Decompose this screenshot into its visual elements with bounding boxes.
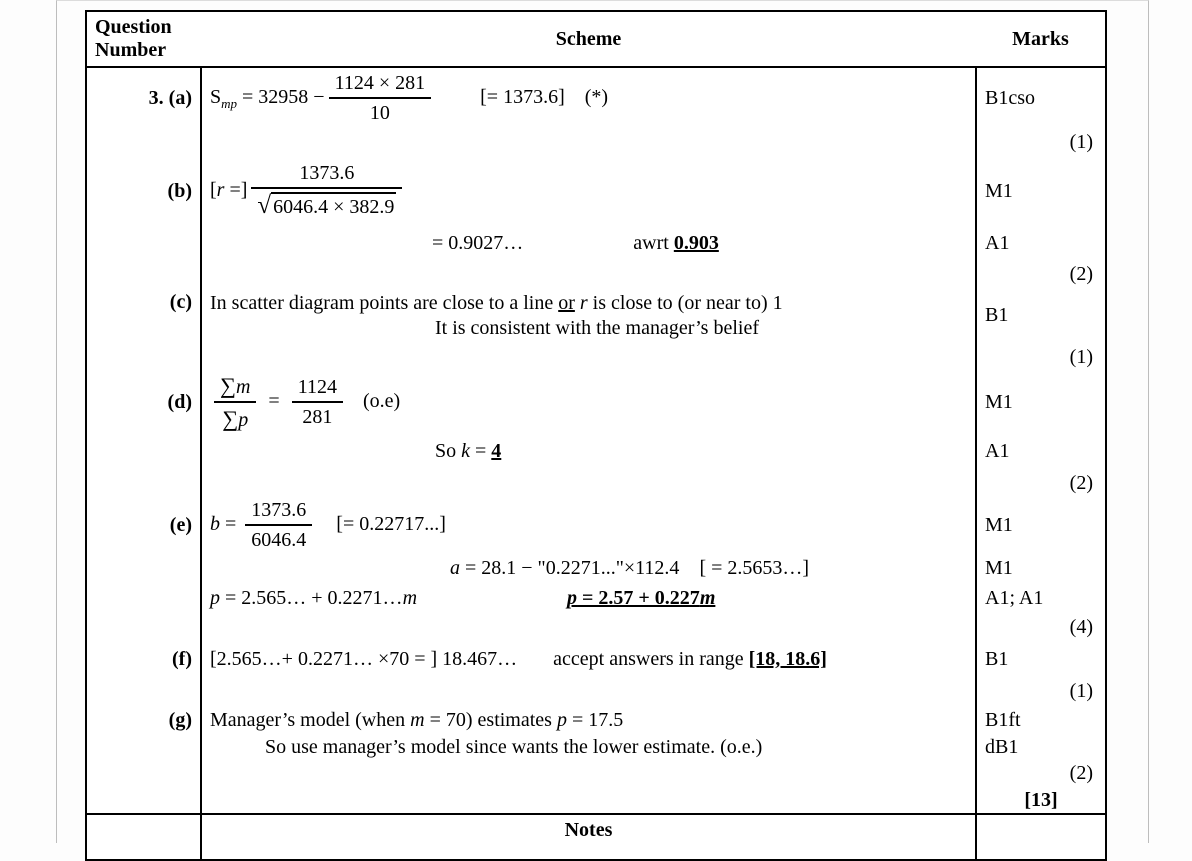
variable-m: m (235, 375, 251, 398)
equals: = (268, 389, 280, 412)
calculation: [2.565…+ 0.2271… ×70 = ] 18.467… (210, 647, 518, 670)
row-d (86, 371, 1106, 433)
mark-scheme-table (85, 10, 1107, 861)
mark-value: B1ft (976, 705, 1106, 735)
answer-regression (567, 587, 715, 609)
total-marks: [13] (976, 787, 1106, 814)
equals: = (220, 512, 242, 535)
fraction-numerator: 1373.6 (251, 498, 307, 521)
scheme-cell-e (201, 497, 976, 553)
subtotal-row-a (86, 128, 1106, 156)
empty-cell (86, 759, 201, 787)
formula-sum-ratio (210, 372, 967, 433)
row-b (86, 156, 1106, 226)
variable-a: a (450, 556, 460, 579)
question-label-e: (e) (86, 497, 201, 553)
subtotal-row-f (86, 677, 1106, 705)
fraction (245, 498, 312, 553)
question-label-d: (d) (86, 371, 201, 433)
mark-value: B1cso (976, 67, 1106, 128)
variable-r: r (579, 292, 588, 315)
s-subscript: mp (221, 95, 238, 111)
empty-cell (86, 469, 201, 497)
text-segment: = (470, 439, 492, 462)
accept-phrase (553, 648, 827, 670)
empty-cell (86, 433, 201, 469)
total-row (86, 787, 1106, 814)
row-e (86, 497, 1106, 553)
formula-smp (210, 71, 967, 126)
scheme-line-e2 (210, 556, 967, 580)
scheme-line-c1 (210, 291, 967, 315)
bracket-value: [= 1373.6] (480, 85, 565, 108)
question-label-b: (b) (86, 156, 201, 226)
eq-segment: = 32958 − (237, 85, 325, 108)
formula-b (210, 498, 967, 553)
variable-m: m (699, 586, 716, 609)
text-segment: So (435, 439, 462, 462)
fraction-denominator: 281 (292, 401, 343, 429)
text-segment: = 2.565… + 0.2271… (220, 586, 403, 609)
row-f (86, 641, 1106, 677)
fraction (251, 161, 402, 222)
scheme-line-f (210, 647, 967, 671)
fraction-numerator: 1124 × 281 (334, 71, 426, 94)
awrt-phrase (633, 232, 719, 254)
empty-cell (86, 553, 201, 583)
scheme-cell-f (201, 641, 976, 677)
row-g2 (86, 735, 1106, 759)
bracket-open: [ (210, 178, 217, 201)
scheme-line-g2: So use manager’s model since wants the lower estimate. (o.e.) (265, 736, 763, 758)
empty-cell (201, 469, 976, 497)
sqrt-symbol: √ (257, 191, 272, 219)
text-segment: is close to (or near to) 1 (587, 292, 783, 315)
fraction (214, 372, 256, 433)
question-label-c: (c) (86, 288, 201, 343)
question-label-3a: 3. (a) (86, 67, 201, 128)
mark-subtotal: (2) (976, 759, 1106, 787)
variable-p: p (556, 708, 567, 731)
scheme-cell-c (201, 288, 976, 343)
scheme-cell-d (201, 371, 976, 433)
header-scheme: Scheme (201, 11, 976, 67)
empty-cell (201, 260, 976, 288)
row-c (86, 288, 1106, 343)
empty-cell (201, 613, 976, 641)
fraction (329, 71, 432, 126)
row-e3 (86, 583, 1106, 613)
bracket-value: [ = 2.5653…] (699, 556, 810, 579)
star-note: (*) (584, 85, 609, 108)
mark-value: M1 (976, 156, 1106, 226)
scheme-line-d2 (210, 439, 967, 463)
empty-cell (86, 677, 201, 705)
notes-row (86, 814, 1106, 860)
text-segment: = 70) estimates (424, 708, 557, 731)
empty-cell (201, 759, 976, 787)
scheme-cell-b2 (201, 226, 976, 260)
answer-0903: 0.903 (673, 231, 719, 254)
mark-value: A1 (976, 226, 1106, 260)
empty-cell (86, 260, 201, 288)
empty-cell (86, 735, 201, 759)
table-header-row (86, 11, 1106, 67)
scheme-cell-d2 (201, 433, 976, 469)
row-b2 (86, 226, 1106, 260)
mark-value: M1 (976, 371, 1106, 433)
scheme-cell-e2 (201, 553, 976, 583)
sigma-symbol: ∑ (220, 372, 236, 398)
or-underlined: or (558, 292, 575, 315)
mark-value: B1 (976, 288, 1106, 343)
r-lhs (210, 179, 247, 201)
empty-cell (201, 787, 976, 814)
mark-subtotal: (2) (976, 469, 1106, 497)
scheme-cell-a (201, 67, 976, 128)
mark-value: B1 (976, 641, 1106, 677)
text-segment: = 17.5 (566, 708, 624, 731)
oe-note: (o.e) (362, 389, 401, 412)
text-segment: = 2.57 + 0.227 (577, 586, 700, 609)
empty-cell (86, 814, 201, 860)
s-term (210, 85, 238, 111)
empty-cell (201, 677, 976, 705)
text-segment: = 28.1 − "0.2271..."×112.4 (460, 556, 680, 579)
answer-k: 4 (491, 439, 502, 462)
variable-k: k (461, 439, 471, 462)
mark-subtotal: (4) (976, 613, 1106, 641)
fraction (292, 375, 343, 430)
mark-value: M1 (976, 497, 1106, 553)
subtotal-row-e (86, 613, 1106, 641)
notes-heading: Notes (201, 814, 976, 860)
subtotal-row-d (86, 469, 1106, 497)
empty-cell (86, 583, 201, 613)
fraction-numerator (214, 372, 256, 401)
fraction-numerator: 1373.6 (299, 161, 355, 184)
empty-cell (86, 343, 201, 371)
scheme-line-c2: It is consistent with the manager’s belief (435, 316, 759, 339)
empty-cell (86, 226, 201, 260)
empty-cell (201, 128, 976, 156)
bracket-value: [= 0.22717...] (336, 512, 446, 535)
text-segment: accept answers in range (553, 647, 749, 670)
row-3a (86, 67, 1106, 128)
scheme-cell-g1 (201, 705, 976, 735)
row-g (86, 705, 1106, 735)
fraction-numerator: 1124 (297, 375, 337, 398)
row-d2 (86, 433, 1106, 469)
mark-value: A1 (976, 433, 1106, 469)
empty-cell (86, 128, 201, 156)
variable-p: p (567, 586, 578, 609)
row-e2 (86, 553, 1106, 583)
subtotal-row-c (86, 343, 1106, 371)
scheme-line-e3 (210, 586, 967, 610)
empty-cell (201, 343, 976, 371)
scheme-cell-e3 (201, 583, 976, 613)
variable-m: m (410, 708, 425, 731)
subtotal-row-b (86, 260, 1106, 288)
empty-cell (86, 613, 201, 641)
formula-r (210, 161, 967, 222)
mark-subtotal: (2) (976, 260, 1106, 288)
mark-value: M1 (976, 553, 1106, 583)
header-marks: Marks (976, 11, 1106, 67)
fraction-denominator (214, 401, 256, 432)
fraction-denominator: 10 (329, 97, 432, 125)
mark-subtotal: (1) (976, 343, 1106, 371)
header-question-number: Question Number (86, 11, 201, 67)
variable-p: p (210, 586, 220, 609)
question-label-g: (g) (86, 705, 201, 735)
awrt-label: awrt (633, 231, 674, 254)
bracket-close: =] (224, 178, 248, 201)
variable-m: m (402, 586, 418, 609)
mark-value: dB1 (976, 735, 1106, 759)
text-segment: Manager’s model (when (210, 708, 411, 731)
subtotal-row-g (86, 759, 1106, 787)
variable-b: b (210, 512, 220, 535)
mark-subtotal: (1) (976, 677, 1106, 705)
s-letter: S (210, 85, 222, 108)
mark-subtotal: (1) (976, 128, 1106, 156)
empty-cell (976, 814, 1106, 860)
sigma-symbol: ∑ (222, 406, 239, 431)
mark-value: A1; A1 (976, 583, 1106, 613)
scheme-cell-b (201, 156, 976, 226)
eq-result: = 0.9027… (432, 231, 524, 254)
question-label-f: (f) (86, 641, 201, 677)
answer-range: [18, 18.6] (748, 647, 827, 670)
text-segment: In scatter diagram points are close to a line (210, 292, 559, 315)
scheme-line-b2 (210, 231, 967, 255)
fraction-denominator (251, 187, 402, 222)
fraction-denominator: 6046.4 (245, 524, 312, 552)
variable-r: r (216, 178, 225, 201)
radicand: 6046.4 × 382.9 (271, 192, 396, 219)
scheme-cell-g2 (201, 735, 976, 759)
scheme-line-g1 (210, 708, 967, 732)
empty-cell (86, 787, 201, 814)
variable-p: p (238, 409, 249, 431)
